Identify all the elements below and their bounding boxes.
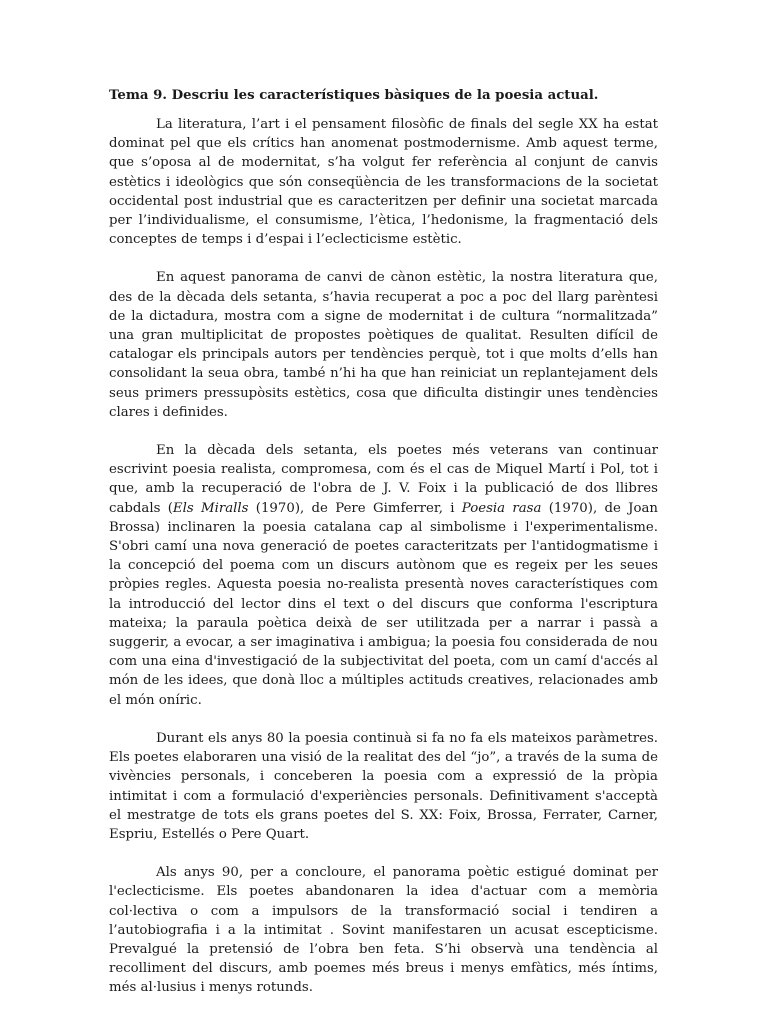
- book-title-poesia-rasa: Poesia rasa: [461, 500, 542, 516]
- paragraph-3: [109, 441, 658, 710]
- paragraph-5-text: Als anys 90, per a concloure, el panorama poètic estigué dominat per l'eclecticisme. Els poetes abandonaren la idea d'actuar com a memòria col·lectiva o com a impulsors de la transformació social i tendiren a l’autobiografia i a la intimitat . Sovint manifestaren un acusat escepticisme. Prevalgué la pretensió de l’obra ben feta. S’hi observà una tendència al recolliment del discurs, amb poemes més breus i menys emfàtics, més íntims, més al·lusius i menys rotunds.: [109, 865, 658, 996]
- book-title-els-miralls: Els Miralls: [172, 500, 249, 516]
- paragraph-3-text-b: (1970), de Pere Gimferrer, i: [248, 500, 462, 516]
- paragraph-1: [109, 115, 658, 249]
- paragraph-4-text: Durant els anys 80 la poesia continuà si fa no fa els mateixos paràmetres. Els poetes elaboraren una visió de la realitat des del “jo”, a través de la suma de vivències personals, i conceberen la poesia com a expressió de la pròpia intimitat i com a formulació d'experiències personals. Definitivament s'acceptà el mestratge de tots els grans poetes del S. XX: Foix, Brossa, Ferrater, Carner, Espriu, Estellés o Pere Quart.: [109, 730, 658, 842]
- paragraph-3-text-c: (1970), de Joan Brossa) inclinaren la poesia catalana cap al simbolisme i l'experimentalisme. S'obri camí una nova generació de poetes caracteritzats per l'antidogmatisme i la concepció del poema com un discurs autònom que es regeix per les seues pròpies regles. Aquesta poesia no-realista presentà noves característiques com la introducció del lector dins el text o del discurs que conforma l'escriptura mateixa; la paraula poètica deixà de ser utilitzada per a narrar i passà a suggerir, a evocar, a ser imaginativa i ambigua; la poesia fou considerada de nou com una eina d'investigació de la subjectivitat del poeta, com un camí d'accés al món de les idees, que donà lloc a múltiples actituds creatives, relacionades amb el món oníric.: [109, 500, 658, 708]
- document-page: [109, 86, 658, 1017]
- paragraph-2-text: En aquest panorama de canvi de cànon estètic, la nostra literatura que, des de la dècada dels setanta, s’havia recuperat a poc a poc del llarg parèntesi de la dictadura, mostra com a signe de modernitat i de cultura “normalitzada” una gran multiplicitat de propostes poètiques de qualitat. Resulten difícil de catalogar els principals autors per tendències perquè, tot i que molts d’ells han consolidant la seua obra, també n’hi ha que han reiniciat un replantejament dels seus primers pressupòsits estètics, cosa que dificulta distingir unes tendències clares i definides.: [109, 270, 658, 420]
- paragraph-5: [109, 863, 658, 997]
- paragraph-3-text-a: En la dècada dels setanta, els poetes més veterans van continuar escrivint poesia realista, compromesa, com és el cas de Miquel Martí i Pol, tot i que, amb la recuperació de l'obra de J. V. Foix i la publicació de dos llibres cabdals (: [109, 443, 658, 516]
- paragraph-1-text: La literatura, l’art i el pensament filosòfic de finals del segle XX ha estat dominat pel que els crítics han anomenat postmodernisme. Amb aquest terme, que s’oposa al de modernitat, s’ha volgut fer referència al conjunt de canvis estètics i ideològics que són conseqüència de les transformacions de la societat occidental post industrial que es caracteritzen per definir una societat marcada per l’individualisme, el consumisme, l’ètica, l’hedonisme, la fragmentació dels conceptes de temps i d’espai i l’eclecticisme estètic.: [109, 117, 658, 248]
- paragraph-4: [109, 729, 658, 844]
- document-title: Tema 9. Descriu les característiques bàsiques de la poesia actual.: [109, 88, 599, 103]
- paragraph-2: [109, 268, 658, 422]
